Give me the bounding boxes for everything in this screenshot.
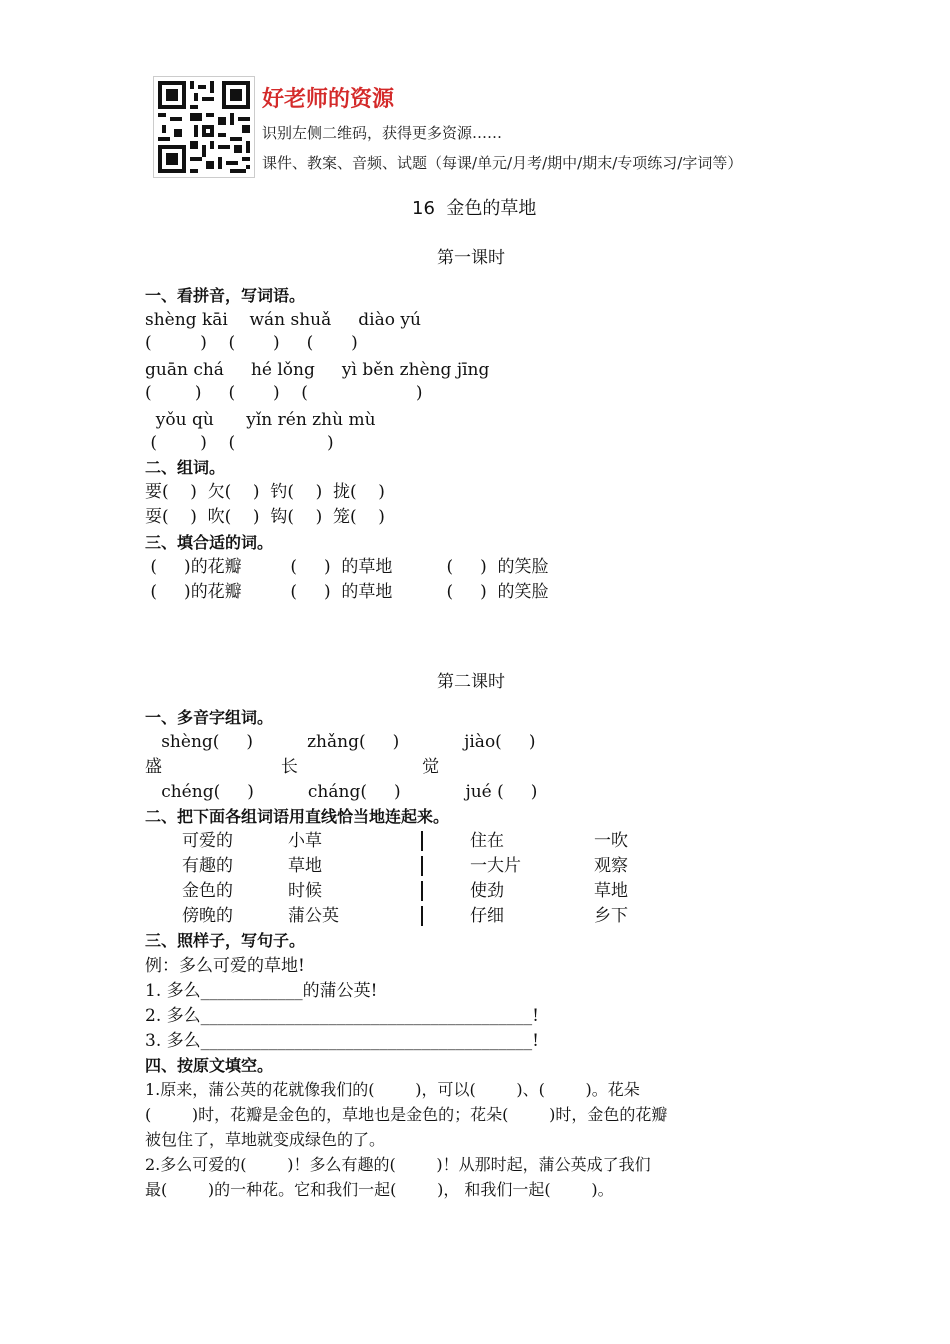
polyphone-row-1: shèng( ) zhǎng( ) jiào( ) (145, 732, 536, 752)
lesson-2-title: 第二课时 (437, 672, 505, 692)
pinyin-row-3: yǒu qù yǐn rén zhù mù (145, 410, 376, 430)
match-left-b: 时候 (288, 881, 322, 901)
match-left-a: 有趣的 (182, 856, 233, 876)
example-sentence: 例：多么可爱的草地! (145, 956, 305, 976)
pinyin-row-2: guān chá hé lǒng yì běn zhèng jīng (145, 360, 490, 380)
qr-code-image (153, 76, 255, 178)
match-left-b: 蒲公英 (288, 906, 339, 926)
passage-1-line-1: 1.原来，蒲公英的花就像我们的( )，可以( )、( )。花朵 (145, 1080, 640, 1099)
match-right-a: 使劲 (470, 881, 504, 901)
match-left-b: 小草 (288, 831, 322, 851)
match-right-a: 一大片 (470, 856, 521, 876)
sentence-line-2: 2. 多么_______________________________________! (145, 1006, 539, 1026)
l2-s3-heading: 三、照样子，写句子。 (145, 931, 306, 950)
divider-bar (421, 906, 423, 926)
l1-s1-heading: 一、看拼音，写词语。 (145, 286, 306, 305)
match-right-a: 仔细 (470, 906, 504, 926)
match-right-b: 一吹 (594, 831, 628, 851)
lesson-1-title: 第一课时 (437, 248, 505, 268)
match-right-a: 住在 (470, 831, 504, 851)
match-left-b: 草地 (288, 856, 322, 876)
l2-s4-heading: 四、按原文填空。 (145, 1056, 274, 1075)
page-title: 16 金色的草地 (412, 198, 537, 219)
polyphone-row-2: chéng( ) cháng( ) jué ( ) (145, 782, 538, 802)
sentence-line-3: 3. 多么_______________________________________! (145, 1031, 539, 1051)
l1-s2-heading: 二、组词。 (145, 458, 226, 477)
match-right-b: 草地 (594, 881, 628, 901)
match-left-a: 金色的 (182, 881, 233, 901)
passage-2-line-2: 最( )的一种花。它和我们一起( )， 和我们一起( )。 (145, 1180, 614, 1199)
match-right-b: 观察 (594, 856, 628, 876)
pinyin-row-1: shèng kāi wán shuǎ diào yú (145, 310, 421, 330)
fill-word-row-1: ( )的花瓣 ( ) 的草地 ( ) 的笑脸 (145, 557, 549, 577)
match-left-a: 傍晚的 (182, 906, 233, 926)
brand-title: 好老师的资源 (262, 87, 395, 112)
answer-row-3: ( ) ( ) (145, 433, 334, 453)
l1-s3-heading: 三、填合适的词。 (145, 533, 274, 552)
passage-1-line-3: 被包住了，草地就变成绿色的了。 (145, 1130, 386, 1149)
word-group-row-2: 耍( ) 吹( ) 钩( ) 笼( ) (145, 507, 385, 527)
match-right-b: 乡下 (594, 906, 628, 926)
answer-row-1: ( ) ( ) ( ) (145, 333, 358, 353)
polyphone-chars: 盛 长 觉 (145, 757, 440, 777)
sentence-line-1: 1. 多么____________的蒲公英! (145, 981, 378, 1001)
passage-2-line-1: 2.多么可爱的( )！多么有趣的( )！从那时起，蒲公英成了我们 (145, 1155, 651, 1174)
passage-1-line-2: ( )时，花瓣是金色的，草地也是金色的；花朵( )时，金色的花瓣 (145, 1105, 668, 1124)
answer-row-2: ( ) ( ) ( ) (145, 383, 423, 403)
l2-s1-heading: 一、多音字组词。 (145, 708, 274, 727)
divider-bar (421, 881, 423, 901)
match-left-a: 可爱的 (182, 831, 233, 851)
header-line-2: 课件、教案、音频、试题（每课/单元/月考/期中/期末/专项练习/字词等） (262, 154, 743, 172)
qr-code-icon (154, 77, 254, 177)
fill-word-row-2: ( )的花瓣 ( ) 的草地 ( ) 的笑脸 (145, 582, 549, 602)
divider-bar (421, 831, 423, 851)
header-line-1: 识别左侧二维码，获得更多资源…… (262, 124, 503, 142)
word-group-row-1: 要( ) 欠( ) 钓( ) 拢( ) (145, 482, 385, 502)
divider-bar (421, 856, 423, 876)
l2-s2-heading: 二、把下面各组词语用直线恰当地连起来。 (145, 807, 450, 826)
